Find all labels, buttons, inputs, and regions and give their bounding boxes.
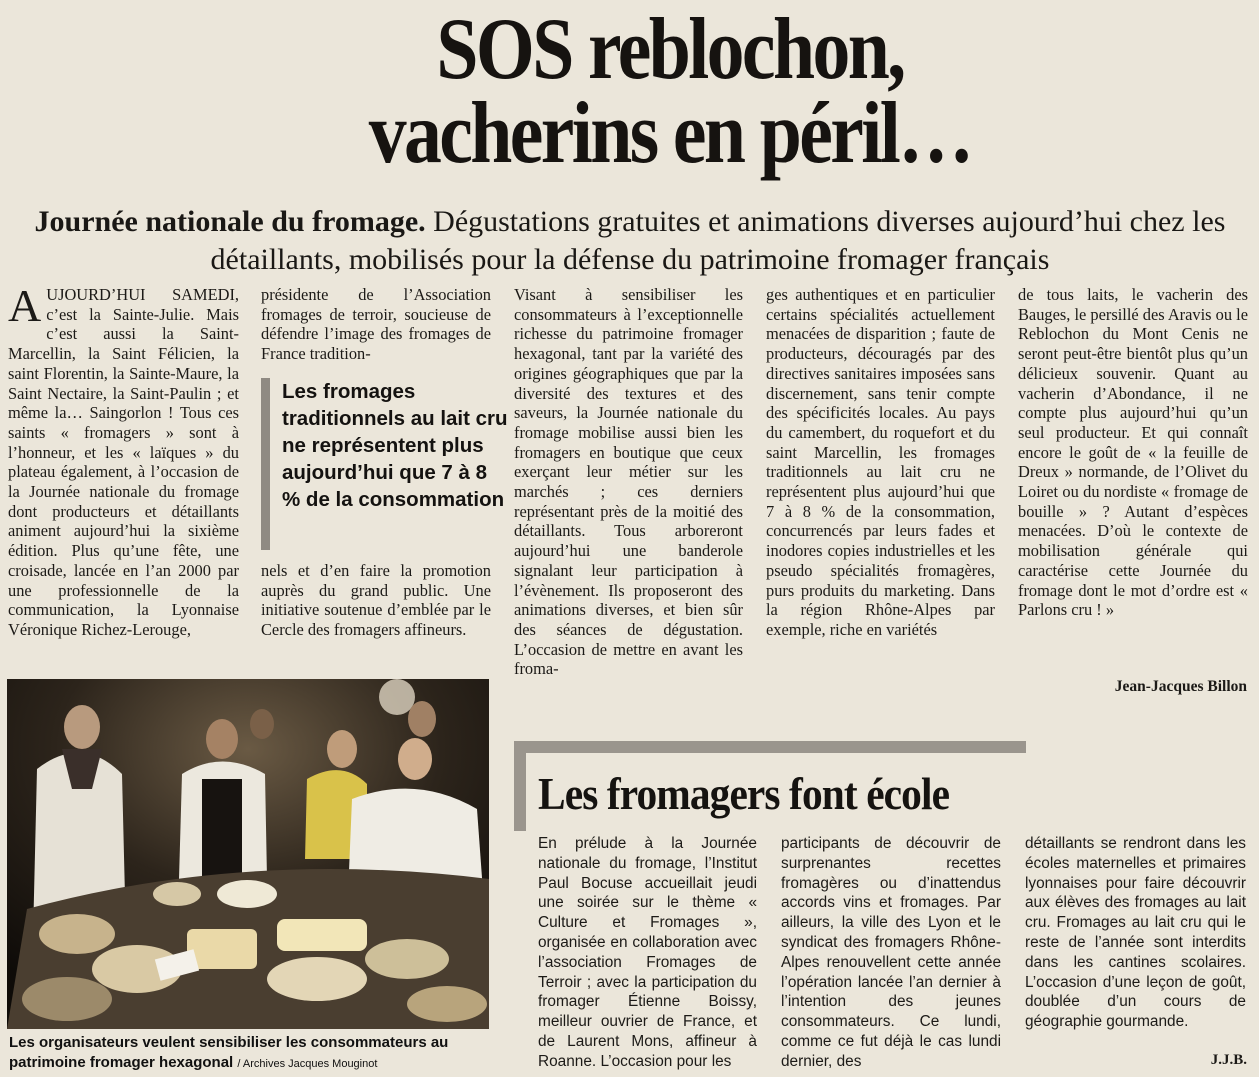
photo-illustration (7, 679, 489, 1029)
article-column-5 (1018, 285, 1248, 620)
article-column-1 (8, 280, 239, 640)
deck (10, 203, 1250, 279)
article-col2b-text: nels et d’en faire la promotion auprès du grand public. Une initiative soutenue d’emblée par le Cercle des fromagers affineurs. (261, 561, 491, 640)
sidebar-col2-text: participants de découvrir de surprenantes recettes fromagères ou d’inattendus accords vins et fromages. Par ailleurs, la ville des Lyon et le syndicat des fromagers Rhône-Alpes renouvellent cette année l’opération lancée l’an dernier à l’intention des jeunes consommateurs. Ce lundi, comme ce fut déjà le cas lundi dernier, des (781, 835, 1001, 1070)
article-col2a-text: présidente de l’Association fromages de terroir, soucieuse de défendre l’image des fromages de France tradition- (261, 285, 491, 364)
sidebar-rule-top (514, 741, 1026, 753)
sidebar-column-3 (1025, 834, 1246, 1032)
sidebar-column-2 (781, 834, 1001, 1072)
photo-cheese-tasting (7, 679, 489, 1029)
deck-text: Dégustations gratuites et animations diverses aujourd’hui chez les détaillants, mobilisés pour la défense du patrimoine fromager français (210, 205, 1226, 276)
article-col5-text: de tous laits, le vacherin des Bauges, le persillé des Aravis ou le Reblochon du Mont Cenis ne seront peut-être bientôt plus qu’un délicieux souvenir. Quant au vacherin d’Abondance, il ne compte plus aujourd’hui qu’un seul producteur. Et qui connaît encore le goût de « la feuille de Dreux » normande, de l’Olivet du Loiret ou du nordiste « fromage de bouille » ? Autant d’espèces menacées. D’où le contexte de mobilisation générale qui caractérise cette Journée du fromage dont le mot d’ordre est « Parlons cru ! » (1018, 285, 1248, 620)
headline-line-2: vacherins en péril… (368, 85, 972, 182)
headline (249, 1, 1092, 182)
article-col1-text: UJOURD’HUI SAMEDI, c’est la Sainte-Julie. Mais c’est aussi la Saint-Marcellin, la Saint Félicien, la saint Florentin, la Sainte-Maure, la Saint Nectaire, la Saint-Paulin ; et même la… Saingorlon ! Tous ces saints « fromagers » sont à l’honneur, et les « laïques » du plateau également, à l’occasion de la Journée nationale du fromage dont producteurs et détaillants animent aujourd’hui la sixième édition. Plus qu’une fête, une croisade, lancée en l’an 2000 par une professionnelle de la communication, la Lyonnaise Véronique Richez-Lerouge, (8, 285, 239, 639)
sidebar-rule-left (514, 741, 526, 831)
article-column-2-bottom (261, 561, 491, 640)
deck-lead: Journée nationale du fromage. (34, 205, 426, 238)
sidebar-column-1 (538, 834, 757, 1072)
article-byline: Jean-Jacques Billon (1114, 678, 1247, 695)
photo-credit: / Archives Jacques Mouginot (237, 1058, 378, 1070)
article-col3-text: Visant à sensibiliser les consommateurs à l’exceptionnelle richesse du patrimoine fromager hexagonal, tant par la variété des origines géographiques que par la diversité des textures et des saveurs, la Journée nationale du fromage mobilise aussi bien les fromagers en boutique que ceux exerçant leur métier sur les marchés ; ces derniers représentant près de la moitié des détaillants. Tous arboreront aujourd’hui une banderole signalant leur participation à l’évènement. Ils proposeront des animations diverses, et bien sûr des séances de dégustation. L’occasion de mettre en avant les froma- (514, 285, 743, 679)
headline-line-1: SOS reblochon, (436, 1, 904, 98)
sidebar-signature: J.J.B. (1210, 1052, 1247, 1068)
article-column-3 (514, 285, 743, 679)
sidebar-col3-text: détaillants se rendront dans les écoles maternelles et primaires lyonnaises pour faire découvrir aux élèves des fromages au lait cru. Fromages au lait cru qui le reste de l’année sont interdits dans les cantines scolaires. L’occasion d’une leçon de goût, doublée d’un cours de géographie gourmande. (1025, 835, 1246, 1031)
sidebar-title: Les fromagers font école (538, 768, 950, 819)
pull-quote: Les fromages traditionnels au lait cru ne représentent plus aujourd’hui que 7 à 8 % de la consommation (261, 378, 510, 550)
photo-caption (9, 1033, 489, 1074)
sidebar-col1-text: En prélude à la Journée nationale du fromage, l’Institut Paul Bocuse accueillait jeudi une soirée sur le thème « Culture et Fromages », organisée en collaboration avec l’association Fromages de Terroir ; avec la participation du fromager Étienne Boissy, meilleur ouvrier de France, et de Laurent Mons, affineur à Roanne. L’occasion pour les (538, 835, 757, 1070)
article-column-4 (766, 285, 995, 640)
article-col4-text: ges authentiques et en particulier certains spécialités actuellement menacées de disparition ; faute de producteurs, découragés par des directives sanitaires imposées sans discernement, sans tenir compte des spécificités locales. Au pays du camembert, du roquefort et du saint Marcellin, les fromages traditionnels au lait cru ne représentent plus aujourd’hui que 7 à 8 % de la consommation, concurrencés par leurs fades et inodores copies industrielles et les pseudo spécialités fromagères, purs produits du marketing. Dans la région Rhône-Alpes par exemple, riche en variétés (766, 285, 995, 639)
caption-text: Les organisateurs veulent sensibiliser les consommateurs au patrimoine fromager hexagonal (9, 1034, 449, 1071)
drop-cap: A (8, 280, 42, 331)
article-column-2-top (261, 285, 491, 364)
